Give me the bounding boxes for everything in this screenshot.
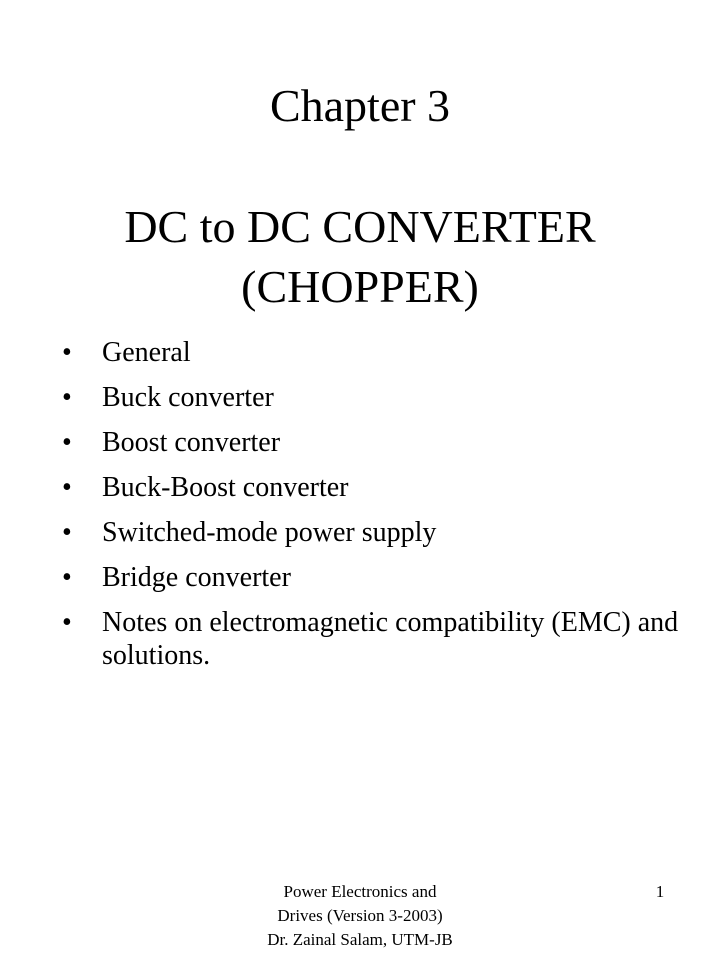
slide-title-line-1: DC to DC CONVERTER: [124, 201, 596, 252]
bullet-icon: •: [62, 472, 72, 503]
list-item-text: Boost converter: [102, 427, 281, 458]
list-item: [62, 561, 682, 594]
title-block: [0, 78, 720, 317]
footer-course-info: [240, 880, 480, 952]
bullet-icon: •: [62, 562, 72, 593]
list-item: [62, 471, 682, 504]
list-item: [62, 336, 682, 369]
list-item: [62, 516, 682, 549]
list-item: [62, 606, 682, 672]
list-item: [62, 381, 682, 414]
list-item-text: Bridge converter: [102, 562, 291, 593]
bullet-icon: •: [62, 427, 72, 458]
footer-line-3: Dr. Zainal Salam, UTM-JB: [267, 930, 453, 949]
slide-title: [0, 197, 720, 317]
bullet-icon: •: [62, 607, 72, 638]
bullet-icon: •: [62, 517, 72, 548]
page-number: 1: [655, 882, 665, 901]
list-item-text: Buck-Boost converter: [102, 472, 349, 503]
bullet-icon: •: [62, 382, 72, 413]
slide-title-line-2: (CHOPPER): [241, 261, 479, 312]
footer-line-1: Power Electronics and: [283, 882, 437, 901]
bullet-icon: •: [62, 337, 72, 368]
list-item: [62, 426, 682, 459]
list-item-text: General: [102, 337, 191, 368]
list-item-text: Switched-mode power supply: [102, 517, 437, 548]
list-item-text: Notes on electromagnetic compatibility (EMC) and solutions.: [102, 607, 679, 671]
list-item-text: Buck converter: [102, 382, 274, 413]
chapter-heading: Chapter 3: [269, 80, 451, 131]
footer-line-2: Drives (Version 3-2003): [277, 906, 443, 925]
topic-list: [62, 336, 682, 684]
